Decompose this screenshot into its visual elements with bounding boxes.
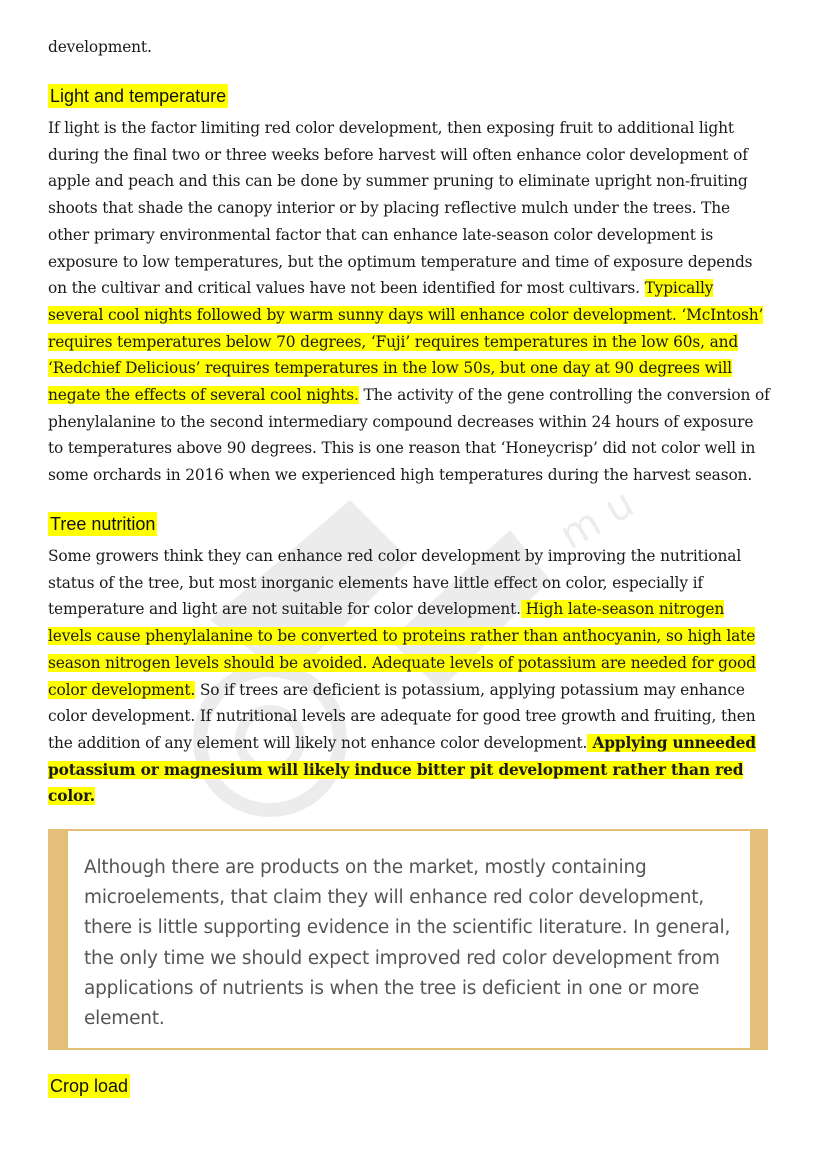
text-light-1: If light is the factor limiting red color development, then exposing fruit to additional light during the final two or three weeks before harvest will often enhance color development of apple and peach and this can be done by summer pruning to eliminate upright non-fruiting shoots that shade the canopy interior or by placing reflective mulch under the trees. The other primary environmental factor that can enhance late-season color development is exposure to low temperatures, but the optimum temperature and time of exposure depends on the cultivar and critical values have not been identified for most cultivars. <box>48 119 753 298</box>
section-light-heading-wrap <box>48 84 228 108</box>
section-heading-light: Light and temperature <box>50 86 227 106</box>
section-heading-nutrition: Tree nutrition <box>50 514 156 534</box>
svg-text:m u: m u <box>552 480 642 559</box>
text-light-2: The activity of the gene controlling the conversion of phenylalanine to the second intermediary compound decreases within 24 hours of exposure to temperatures above 90 degrees. This is one reason that ‘Honeycrisp’ did not color well in some orchards in 2016 when we experienced high temperatures during the harvest season. <box>48 386 770 485</box>
blockquote-body <box>68 831 750 1048</box>
blockquote-text: Although there are products on the market, mostly containing microelements, that claim they will enhance red color development, there is little supporting evidence in the scientific literature. In general, the only time we should expect improved red color development from applications of nutrients is when the tree is deficient in one or more element. <box>84 857 731 1030</box>
blockquote <box>48 829 768 1050</box>
paragraph-nutrition <box>48 543 770 810</box>
text-nutrition-2: So if trees are deficient is potassium, applying potassium may enhance color development. If nutritional levels are adequate for good tree growth and fruiting, then the addition of any element will likely not enhance color development. <box>48 680 756 752</box>
highlight-light-1: Typically several cool nights followed by warm sunny days will enhance color development. ‘McIntosh’ requires temperatures below 70 degrees, ‘Fuji’ requires temperatures in the low 60s, and ‘Redchief Delicious’ requires temperatures in the low 50s, but one day at 90 degrees will negate the effects of several cool nights. <box>48 279 764 405</box>
text-nutrition-1: Some growers think they can enhance red color development by improving the nutritional status of the tree, but most inorganic elements have little effect on color, especially if temperature and light are not suitable for color development. <box>48 547 742 619</box>
section-crop-heading-wrap <box>48 1074 130 1098</box>
section-heading-crop-load: Crop load <box>50 1076 129 1096</box>
highlight-nutrition-1: High late-season nitrogen levels cause phenylalanine to be converted to proteins rather than anthocyanin, so high late season nitrogen levels should be avoided. Adequate levels of potassium are needed for good color development. <box>48 600 756 699</box>
paragraph-light <box>48 115 770 489</box>
continued-text: development. <box>48 38 152 56</box>
highlight-nutrition-bold: Applying unneeded potassium or magnesium will likely induce bitter pit development rather than red color. <box>48 733 756 806</box>
section-nutrition-heading-wrap <box>48 512 157 536</box>
